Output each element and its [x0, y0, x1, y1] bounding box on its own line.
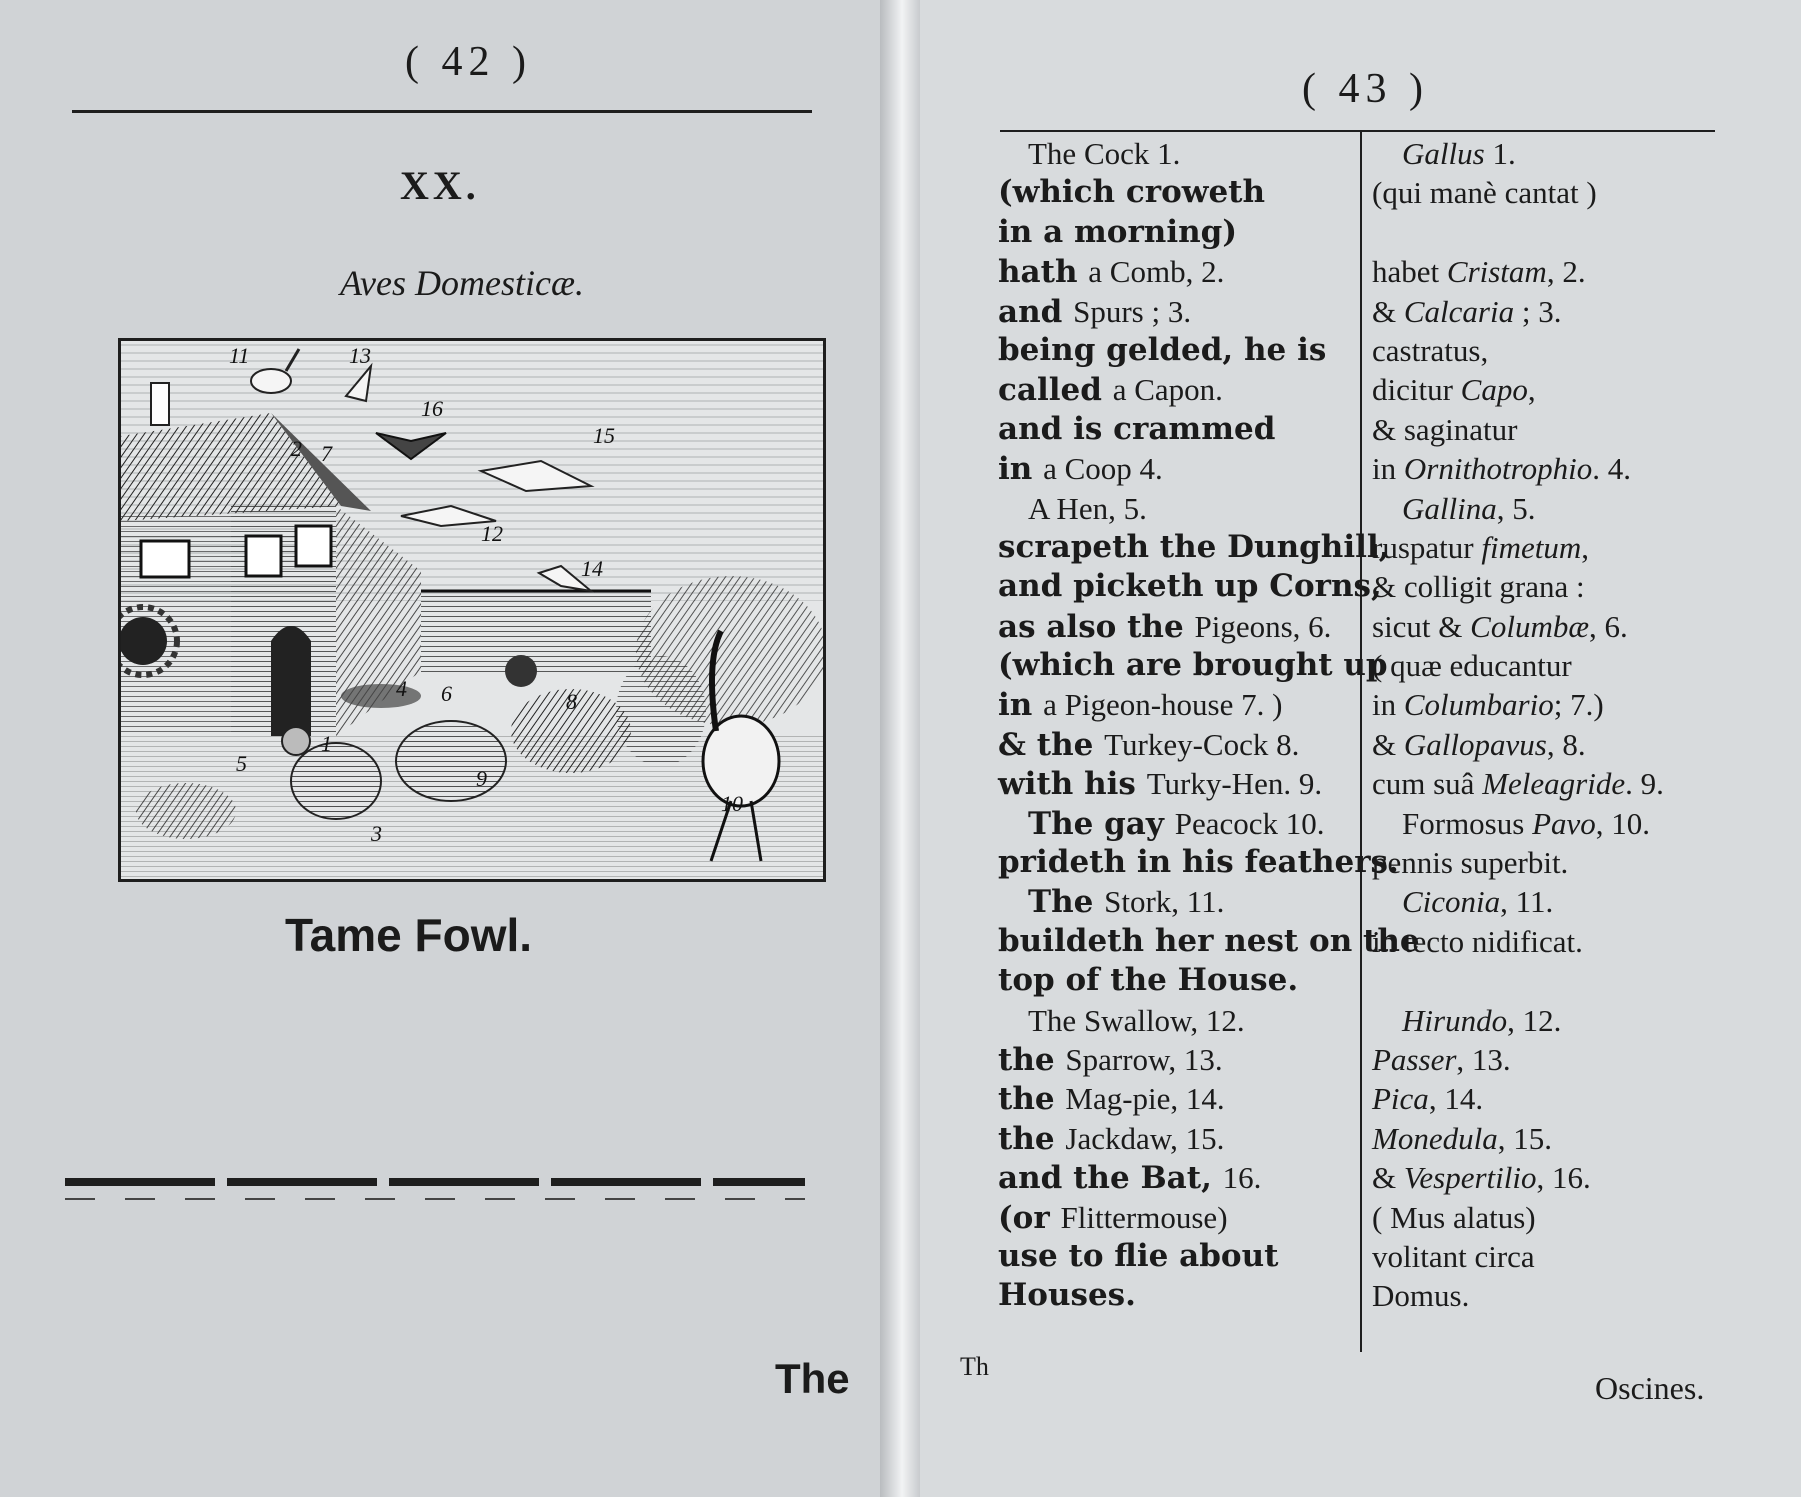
- illustration-number: 10: [721, 791, 743, 816]
- text-segment: . 4.: [1592, 451, 1631, 487]
- text-segment: a Capon.: [1112, 372, 1223, 408]
- chapter-number: XX.: [400, 163, 480, 208]
- text-segment: ( quæ educantur: [1372, 648, 1572, 684]
- text-segment: prideth in his feathers.: [998, 844, 1399, 881]
- text-segment: in: [998, 687, 1044, 724]
- text-segment: the: [998, 1120, 1066, 1157]
- text-line: [998, 804, 1420, 843]
- text-segment: & colligit grana :: [1372, 569, 1585, 605]
- text-segment: and the Bat,: [998, 1160, 1223, 1197]
- text-segment: 1.: [1484, 136, 1516, 171]
- text-segment: Gallina: [1402, 490, 1497, 526]
- text-line: [1372, 882, 1664, 921]
- text-segment: hath: [998, 254, 1089, 291]
- text-line: [998, 843, 1420, 882]
- text-segment: ,: [1527, 372, 1536, 408]
- text-line: [998, 882, 1420, 921]
- text-line: [1372, 213, 1664, 252]
- text-line: [998, 1001, 1420, 1040]
- book-gutter: [880, 0, 920, 1497]
- illustration-number: 3: [371, 821, 382, 846]
- text-segment: The gay: [1028, 805, 1175, 842]
- text-segment: Formosus: [1402, 805, 1533, 841]
- text-segment: sicut &: [1372, 608, 1471, 644]
- text-line: [998, 331, 1420, 370]
- text-segment: Peacock 10.: [1174, 805, 1325, 841]
- text-segment: ruspatur: [1372, 529, 1482, 565]
- text-segment: Gallus: [1402, 136, 1485, 171]
- text-segment: , 8.: [1546, 726, 1586, 762]
- text-segment: & the: [998, 726, 1105, 763]
- text-segment: Stork, 11.: [1104, 884, 1225, 920]
- text-segment: , 11.: [1500, 884, 1554, 920]
- text-segment: habet: [1372, 254, 1447, 290]
- text-line: [998, 1198, 1420, 1237]
- text-line: [998, 1276, 1420, 1315]
- catchword: The: [775, 1355, 850, 1402]
- text-segment: , 5.: [1496, 490, 1536, 526]
- illustration-number: 2: [291, 436, 302, 461]
- text-segment: Calcaria: [1403, 293, 1515, 329]
- text-line: [1372, 843, 1664, 882]
- text-segment: Domus.: [1372, 1278, 1470, 1314]
- text-line: [1372, 646, 1664, 685]
- header-rule: [1000, 130, 1715, 132]
- header-rule: [72, 110, 812, 113]
- text-segment: use to flie about: [998, 1237, 1279, 1274]
- illustration-number: 12: [481, 521, 503, 546]
- text-line: [1372, 331, 1664, 370]
- text-line: [1372, 1119, 1664, 1158]
- text-segment: Columbario: [1403, 687, 1554, 723]
- left-page: [0, 0, 880, 1497]
- text-segment: ; 3.: [1514, 293, 1562, 329]
- text-segment: pennis superbit.: [1372, 845, 1569, 881]
- text-segment: castratus,: [1372, 332, 1489, 368]
- text-segment: , 10.: [1595, 805, 1651, 841]
- ornamental-rule: [65, 1178, 805, 1186]
- text-segment: Flittermouse): [1060, 1199, 1228, 1235]
- text-line: [998, 764, 1420, 803]
- text-segment: scrapeth the Dunghill,: [998, 528, 1390, 565]
- text-segment: dicitur: [1372, 372, 1461, 408]
- text-line: [1372, 725, 1664, 764]
- text-line: [998, 725, 1420, 764]
- text-segment: Pica: [1372, 1081, 1429, 1117]
- text-segment: in a morning): [998, 213, 1237, 250]
- text-line: [1372, 173, 1664, 212]
- text-line: [998, 410, 1420, 449]
- english-column: [998, 134, 1420, 1316]
- text-line: [998, 1158, 1420, 1197]
- text-segment: ; 7.): [1553, 687, 1604, 723]
- text-line: [998, 1040, 1420, 1079]
- text-line: [1372, 764, 1664, 803]
- text-segment: Spurs ; 3.: [1073, 293, 1192, 329]
- text-segment: , 2.: [1546, 254, 1586, 290]
- text-segment: in: [1372, 451, 1404, 487]
- illustration-number: 11: [229, 343, 250, 368]
- text-line: [998, 646, 1420, 685]
- text-segment: Gallopavus: [1403, 726, 1547, 762]
- text-segment: (qui manè cantat ): [1372, 175, 1597, 211]
- text-segment: a Coop 4.: [1043, 451, 1163, 487]
- text-segment: with his: [998, 766, 1147, 803]
- text-line: [1372, 252, 1664, 291]
- text-line: [1372, 1237, 1664, 1276]
- text-line: [998, 252, 1420, 291]
- text-line: [998, 922, 1420, 961]
- text-line: [998, 1119, 1420, 1158]
- text-segment: Ciconia: [1402, 884, 1501, 920]
- text-segment: Ornithotrophio: [1403, 451, 1593, 487]
- text-segment: , 13.: [1456, 1041, 1511, 1077]
- text-segment: The Cock 1.: [1028, 136, 1181, 171]
- text-segment: the: [998, 1041, 1066, 1078]
- text-segment: top of the House.: [998, 962, 1299, 999]
- text-line: [1372, 922, 1664, 961]
- text-segment: , 16.: [1536, 1160, 1591, 1196]
- english-title: Tame Fowl.: [285, 909, 533, 961]
- text-segment: buildeth her nest on the: [998, 922, 1420, 959]
- text-segment: in: [998, 451, 1044, 488]
- latin-title: Aves Domesticæ.: [340, 263, 584, 303]
- text-segment: , 14.: [1428, 1081, 1484, 1117]
- text-segment: A Hen, 5.: [1028, 490, 1147, 526]
- text-line: [1372, 410, 1664, 449]
- text-segment: The: [1028, 884, 1105, 921]
- catchword: Oscines.: [1595, 1370, 1705, 1406]
- right-page: [920, 0, 1801, 1497]
- text-segment: the: [998, 1081, 1066, 1118]
- text-segment: &: [1372, 1160, 1404, 1196]
- text-line: [1372, 134, 1664, 173]
- text-line: [998, 1079, 1420, 1118]
- illustration-number: 8: [566, 689, 577, 714]
- text-segment: a Pigeon-house 7. ): [1043, 687, 1283, 723]
- text-line: [998, 213, 1420, 252]
- latin-column: [1372, 134, 1664, 1316]
- text-segment: (which croweth: [998, 174, 1266, 211]
- text-line: [1372, 449, 1664, 488]
- text-line: [1372, 370, 1664, 409]
- text-segment: (or: [998, 1199, 1061, 1236]
- text-line: [1372, 567, 1664, 606]
- ornamental-rule-lower: [65, 1198, 805, 1200]
- text-segment: Passer: [1372, 1041, 1457, 1077]
- text-segment: Turky-Hen. 9.: [1146, 766, 1323, 802]
- text-segment: in tecto nidificat.: [1372, 923, 1583, 959]
- text-segment: 16.: [1222, 1160, 1262, 1196]
- text-segment: Turkey-Cock 8.: [1104, 726, 1300, 762]
- text-segment: Capo: [1460, 372, 1528, 408]
- text-segment: , 15.: [1497, 1120, 1552, 1156]
- text-line: [1372, 1198, 1664, 1237]
- page-number: ( 42 ): [405, 39, 532, 85]
- text-segment: a Comb, 2.: [1088, 254, 1225, 290]
- text-segment: and picketh up Corns,: [998, 568, 1382, 605]
- text-line: [998, 961, 1420, 1000]
- page-number: ( 43 ): [1302, 66, 1429, 112]
- text-segment: & saginatur: [1372, 411, 1518, 447]
- gutter-mark: Th: [960, 1352, 989, 1381]
- text-segment: ( Mus alatus): [1372, 1199, 1536, 1235]
- text-line: [998, 489, 1420, 528]
- illustration-number: 6: [441, 681, 452, 706]
- text-line: [998, 607, 1420, 646]
- text-segment: &: [1372, 293, 1404, 329]
- illustration-number: 14: [581, 556, 603, 581]
- text-segment: Pigeons, 6.: [1194, 608, 1332, 644]
- text-line: [1372, 528, 1664, 567]
- text-line: [1372, 292, 1664, 331]
- text-line: [1372, 1001, 1664, 1040]
- text-segment: ,: [1581, 529, 1589, 565]
- text-segment: Mag-pie, 14.: [1065, 1081, 1225, 1117]
- text-line: [998, 1237, 1420, 1276]
- text-segment: fimetum: [1481, 529, 1582, 565]
- text-segment: and: [998, 293, 1074, 330]
- illustration-number: 7: [321, 441, 332, 466]
- text-segment: Monedula: [1372, 1120, 1498, 1156]
- text-segment: as also the: [998, 608, 1195, 645]
- woodcut-illustration: [118, 338, 826, 882]
- text-segment: being gelded, he is: [998, 331, 1327, 368]
- text-segment: volitant circa: [1372, 1238, 1535, 1274]
- text-segment: (which are brought up: [998, 647, 1388, 684]
- text-segment: . 9.: [1625, 766, 1664, 802]
- text-segment: Houses.: [998, 1277, 1136, 1314]
- text-line: [998, 292, 1420, 331]
- text-line: [998, 449, 1420, 488]
- text-line: [1372, 1079, 1664, 1118]
- farmyard-woodcut-icon: [121, 341, 823, 879]
- text-segment: in: [1372, 687, 1404, 723]
- text-line: [1372, 607, 1664, 646]
- text-line: [1372, 1040, 1664, 1079]
- text-segment: Vespertilio: [1403, 1160, 1537, 1196]
- text-segment: called: [998, 372, 1113, 409]
- illustration-number: 9: [476, 766, 487, 791]
- illustration-number: 1: [321, 731, 332, 756]
- text-segment: The Swallow, 12.: [1028, 1002, 1245, 1038]
- illustration-number: 5: [236, 751, 247, 776]
- text-line: [1372, 961, 1664, 1000]
- text-line: [1372, 685, 1664, 724]
- text-segment: and is crammed: [998, 410, 1276, 447]
- illustration-number: 4: [396, 676, 407, 701]
- text-segment: cum suâ: [1372, 766, 1483, 802]
- text-line: [998, 134, 1420, 173]
- illustration-number: 16: [421, 396, 443, 421]
- text-segment: Sparrow, 13.: [1065, 1041, 1223, 1077]
- text-line: [998, 528, 1420, 567]
- text-line: [1372, 804, 1664, 843]
- text-line: [998, 370, 1420, 409]
- text-segment: &: [1372, 726, 1404, 762]
- text-line: [1372, 1158, 1664, 1197]
- text-segment: Meleagride: [1482, 766, 1626, 802]
- text-line: [998, 173, 1420, 212]
- text-line: [998, 567, 1420, 606]
- text-segment: Columbæ: [1470, 608, 1590, 644]
- text-line: [998, 685, 1420, 724]
- text-line: [1372, 489, 1664, 528]
- illustration-number: 13: [349, 343, 371, 368]
- text-segment: Jackdaw, 15.: [1065, 1120, 1225, 1156]
- text-segment: Cristam: [1446, 254, 1547, 290]
- text-segment: , 6.: [1589, 608, 1628, 644]
- text-segment: , 12.: [1507, 1002, 1562, 1038]
- text-segment: Hirundo: [1402, 1002, 1508, 1038]
- illustration-number: 15: [593, 423, 615, 448]
- text-line: [1372, 1276, 1664, 1315]
- text-segment: Pavo: [1532, 805, 1596, 841]
